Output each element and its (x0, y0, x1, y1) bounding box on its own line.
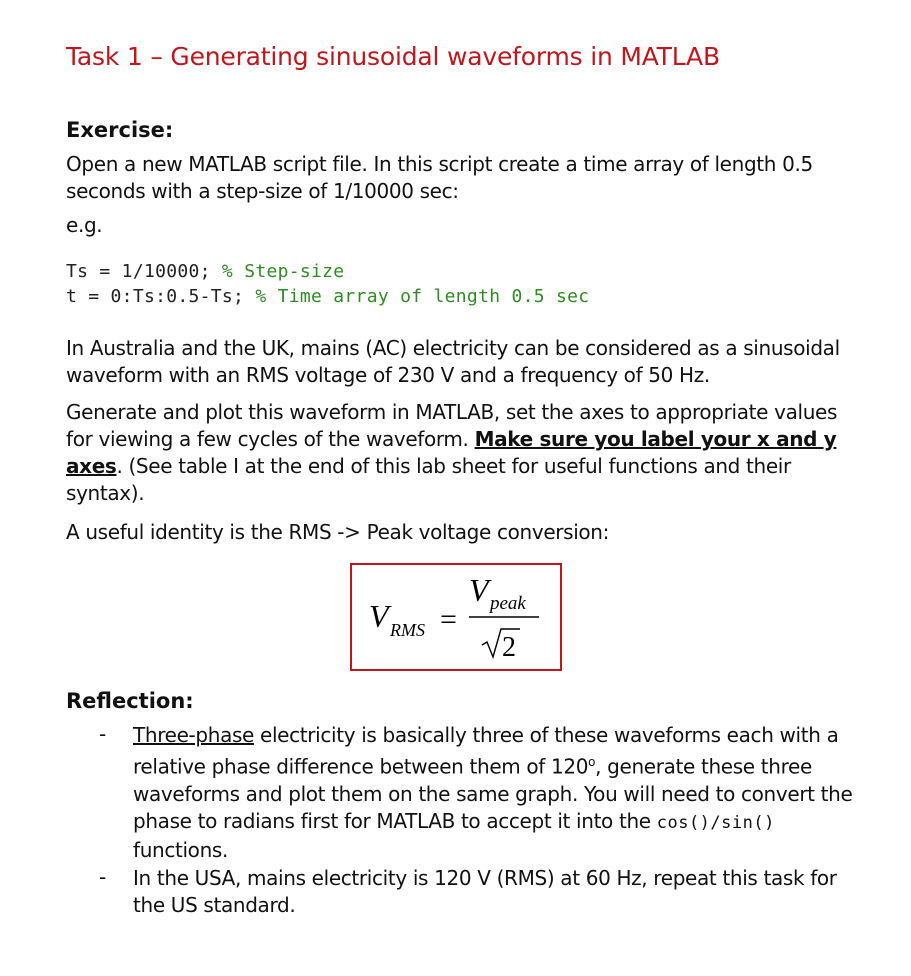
rms-equation (352, 565, 560, 669)
eq-num-v: V (469, 572, 489, 608)
code-line-1 (66, 259, 344, 284)
cos-sin-code: cos()/sin() (656, 812, 775, 833)
code-line-1-comment: % Step-size (221, 261, 345, 282)
reflection-item-1 (133, 722, 853, 864)
reflection-bullet-2: - (99, 865, 107, 889)
reflection-item-1-text-3: functions. (133, 837, 228, 862)
code-line-2-comment: % Time array of length 0.5 sec (255, 286, 590, 307)
exercise-heading: Exercise: (66, 118, 174, 142)
reflection-item-1-text-1: electricity is basically three of these waveforms each with a relative phase difference between them of 120 (133, 723, 839, 779)
reflection-item-2: In the USA, mains electricity is 120 V (RMS) at 60 Hz, repeat this task for the US standard. (133, 866, 837, 917)
identity-paragraph: A useful identity is the RMS -> Peak voltage conversion: (66, 520, 610, 544)
label-axes-instruction: Make sure you label your x and y axes (66, 427, 837, 478)
reflection-heading: Reflection: (66, 689, 194, 713)
mains-paragraph: In Australia and the UK, mains (AC) electricity can be considered as a sinusoidal waveform with an RMS voltage of 230 V and a frequency of 50 Hz. (66, 336, 840, 387)
exercise-intro: Open a new MATLAB script file. In this script create a time array of length 0.5 seconds with a step-size of 1/10000 sec: (66, 152, 813, 203)
reflection-bullet-1: - (99, 722, 107, 746)
generate-paragraph (66, 399, 856, 507)
code-line-2 (66, 284, 589, 309)
rms-equation-box (350, 563, 562, 671)
generate-text-2: . (See table I at the end of this lab sheet for useful functions and their syntax). (66, 454, 791, 505)
eq-num-sub: peak (490, 593, 526, 614)
eq-den: 2 (502, 632, 516, 663)
page-title: Task 1 – Generating sinusoidal waveforms in MATLAB (66, 42, 720, 71)
code-line-1-code: Ts = 1/10000; (66, 261, 222, 282)
code-line-2-code: t = 0:Ts:0.5-Ts; (66, 286, 256, 307)
degree-symbol: o (588, 755, 596, 769)
reflection-item-1-text-2: , generate these three waveforms and plot them on the same graph. You will need to convert the phase to radians first for MATLAB to accept it into the (133, 754, 853, 833)
eq-lhs-sub: RMS (390, 620, 425, 640)
generate-text-1: Generate and plot this waveform in MATLAB, set the axes to appropriate values for viewing a few cycles of the waveform. (66, 400, 838, 451)
eq-lhs-v: V (369, 598, 389, 634)
eq-equals: = (440, 603, 457, 636)
eg-label: e.g. (66, 213, 103, 237)
three-phase-link[interactable]: Three-phase (133, 723, 255, 747)
